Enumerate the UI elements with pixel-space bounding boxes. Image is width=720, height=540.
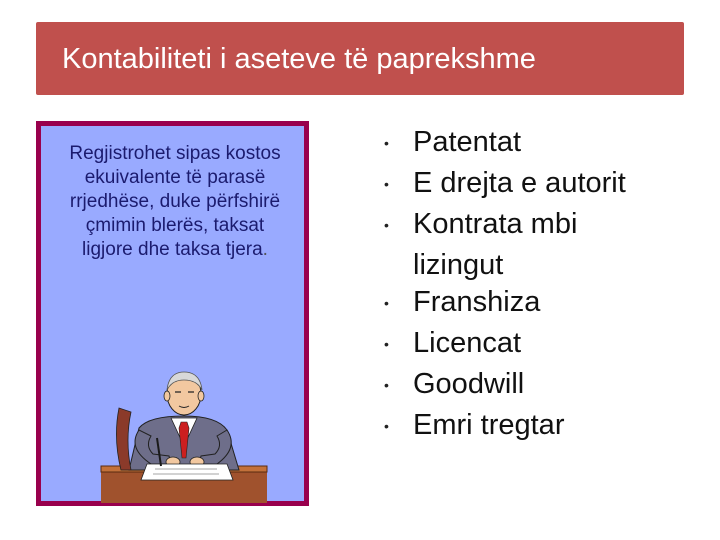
list-item-lease-contract xyxy=(380,204,626,282)
man-figure xyxy=(129,372,239,470)
title-bar xyxy=(36,22,684,95)
businessman-writing-illustration xyxy=(99,368,269,503)
bullet-icon: • xyxy=(384,418,389,434)
chair xyxy=(116,408,131,470)
description-period: . xyxy=(262,239,268,260)
intangible-assets-list xyxy=(380,122,626,446)
bullet-icon: • xyxy=(384,377,389,393)
list-item-label: Kontrata mbi xyxy=(413,208,578,240)
description-text xyxy=(61,142,289,262)
list-item-label: Licencat xyxy=(413,327,522,359)
list-item-label: Emri tregtar xyxy=(413,409,565,441)
list-item-label: Patentat xyxy=(413,126,522,158)
list-item-franchise xyxy=(380,282,626,323)
list-item-label: Franshiza xyxy=(413,286,541,318)
description-body: Regjistrohet sipas kostos ekuivalente të parasë rrjedhëse, duke përfshirë çmimin blerës, taksat ligjore dhe taksa tjera xyxy=(69,143,281,260)
list-item-label: E drejta e autorit xyxy=(413,167,626,199)
list-item-label-continued: lizingut xyxy=(413,249,504,281)
list-item-copyright xyxy=(380,163,626,204)
bullet-icon: • xyxy=(384,336,389,352)
list-item-patents xyxy=(380,122,626,163)
list-item-licenses xyxy=(380,323,626,364)
bullet-icon: • xyxy=(384,135,389,151)
slide-title: Kontabiliteti i aseteve të paprekshme xyxy=(62,43,536,75)
description-card xyxy=(36,121,309,506)
bullet-icon: • xyxy=(384,176,389,192)
list-item-trade-name xyxy=(380,405,626,446)
bullet-icon: • xyxy=(384,295,389,311)
list-item-label: Goodwill xyxy=(413,368,525,400)
document-paper xyxy=(141,464,233,480)
list-item-goodwill xyxy=(380,364,626,405)
bullet-icon: • xyxy=(384,217,389,233)
